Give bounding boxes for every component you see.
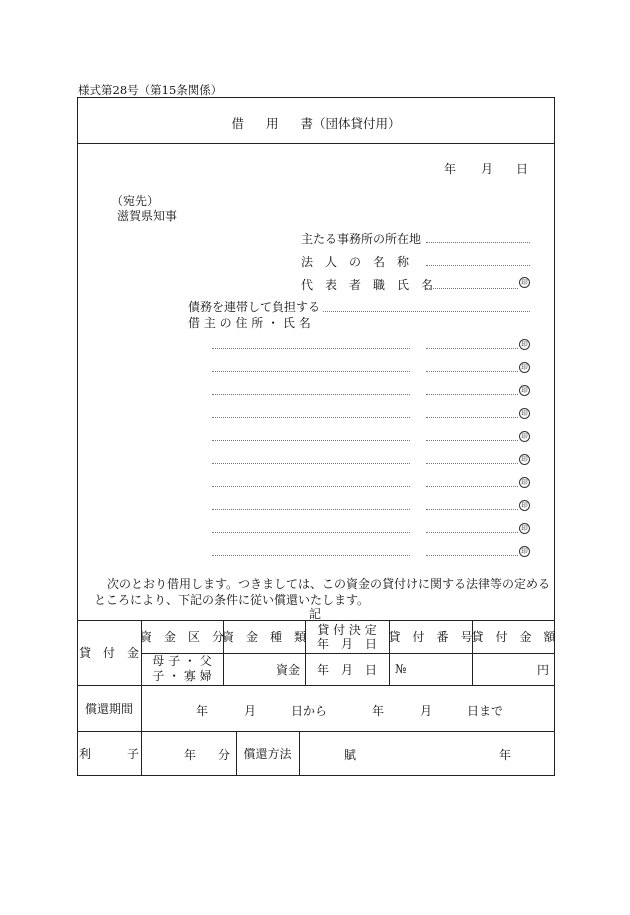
loan-number-value[interactable]: №: [395, 662, 407, 676]
guarantor-name-field[interactable]: [426, 417, 518, 418]
representative-field[interactable]: [426, 288, 518, 289]
guarantor-name-field[interactable]: [426, 440, 518, 441]
loan-label: 貸 付 金: [78, 646, 139, 660]
seal-icon: 印: [519, 408, 530, 419]
repayment-period-label: 償還期間: [84, 701, 133, 716]
method-year[interactable]: 年: [499, 748, 512, 762]
guarantor-name-field[interactable]: [426, 348, 518, 349]
interest-label: 利 子: [78, 747, 139, 761]
date-day: 日: [516, 162, 529, 176]
divider: [77, 731, 555, 732]
guarantor-name-field[interactable]: [426, 555, 518, 556]
divider: [77, 685, 555, 686]
guarantor-address-field[interactable]: [212, 555, 410, 556]
guarantor-label-1: 債務を連帯して負担する: [188, 300, 321, 314]
category-line2: 子 ・ 寡 婦: [152, 669, 212, 683]
seal-icon: 印: [519, 277, 530, 288]
corp-name-field[interactable]: [426, 265, 530, 266]
guarantor-address-field[interactable]: [212, 417, 410, 418]
guarantor-address-field[interactable]: [212, 509, 410, 510]
header-loan-number: 貸 付 番 号: [388, 630, 473, 644]
representative-label: 代 表 者 職 氏 名: [301, 278, 434, 292]
guarantor-label-2: 借 主 の 住 所 ・ 氏 名: [188, 316, 311, 330]
guarantor-name-field[interactable]: [426, 486, 518, 487]
form-number: 様式第28号（第15条関係）: [78, 83, 223, 97]
guarantor-name-field[interactable]: [426, 509, 518, 510]
ki-label: 記: [309, 607, 322, 621]
seal-icon: 印: [519, 431, 530, 442]
office-address-field[interactable]: [426, 242, 530, 243]
header-fund-type: 資 金 種 類: [222, 630, 307, 644]
seal-icon: 印: [519, 339, 530, 350]
period-month-1[interactable]: 月: [244, 704, 257, 718]
statement-line-1: 次のとおり借用します。つきましては、この資金の貸付けに関する法律等の定める: [107, 577, 551, 591]
guarantor-address-field[interactable]: [212, 348, 410, 349]
seal-icon: 印: [519, 500, 530, 511]
guarantor-name-field[interactable]: [426, 532, 518, 533]
seal-icon: 印: [519, 454, 530, 465]
header-decision-line2: 年 月 日: [316, 636, 377, 651]
seal-icon: 印: [519, 523, 530, 534]
date-year: 年: [444, 162, 457, 176]
seal-icon: 印: [519, 477, 530, 488]
loan-amount-value[interactable]: 円: [536, 662, 549, 677]
seal-icon: 印: [519, 385, 530, 396]
seal-icon: 印: [519, 362, 530, 373]
header-decision-line1: 貸 付 決 定: [317, 622, 377, 637]
period-year-1[interactable]: 年: [196, 704, 209, 718]
seal-icon: 印: [519, 546, 530, 557]
header-decision-date: [305, 620, 389, 653]
header-loan-amount: 貸 付 金 額: [471, 630, 556, 644]
addressee-name: 滋賀県知事: [117, 209, 178, 223]
divider: [299, 731, 300, 776]
guarantor-name-field[interactable]: [426, 463, 518, 464]
fund-type-value[interactable]: 資金: [275, 662, 300, 677]
period-day-2[interactable]: 日まで: [467, 704, 504, 718]
divider: [77, 143, 555, 144]
category-line1: 母 子 ・ 父: [152, 654, 212, 668]
addressee-prefix: （宛先）: [111, 194, 160, 208]
fund-category-value[interactable]: [141, 653, 223, 685]
page-title: 借 用 書（団体貸付用）: [231, 116, 401, 131]
header-fund-category: 資 金 区 分: [140, 630, 225, 644]
corp-name-label: 法 人 の 名 称: [301, 255, 410, 269]
statement-line-2: ところにより、下記の条件に従い償還いたします。: [94, 593, 370, 607]
date-month: 月: [481, 162, 494, 176]
guarantor-name-field[interactable]: [426, 371, 518, 372]
repayment-method-label: 償還方法: [243, 747, 292, 761]
guarantor-address-field[interactable]: [212, 463, 410, 464]
interest-year[interactable]: 年: [184, 748, 197, 762]
guarantor-address-field[interactable]: [212, 486, 410, 487]
guarantor-name-field[interactable]: [426, 394, 518, 395]
guarantor-address-field[interactable]: [212, 371, 410, 372]
office-address-label: 主たる事務所の所在地: [301, 232, 422, 246]
period-month-2[interactable]: 月: [420, 704, 433, 718]
period-day-1[interactable]: 日から: [291, 704, 328, 718]
guarantor-address-field[interactable]: [212, 394, 410, 395]
method-fu[interactable]: 賦: [344, 748, 357, 762]
guarantor-field[interactable]: [323, 311, 530, 312]
decision-date-value[interactable]: 年 月 日: [316, 662, 377, 677]
guarantor-address-field[interactable]: [212, 532, 410, 533]
guarantor-address-field[interactable]: [212, 440, 410, 441]
period-year-2[interactable]: 年: [372, 704, 385, 718]
interest-bu[interactable]: 分: [218, 748, 231, 762]
